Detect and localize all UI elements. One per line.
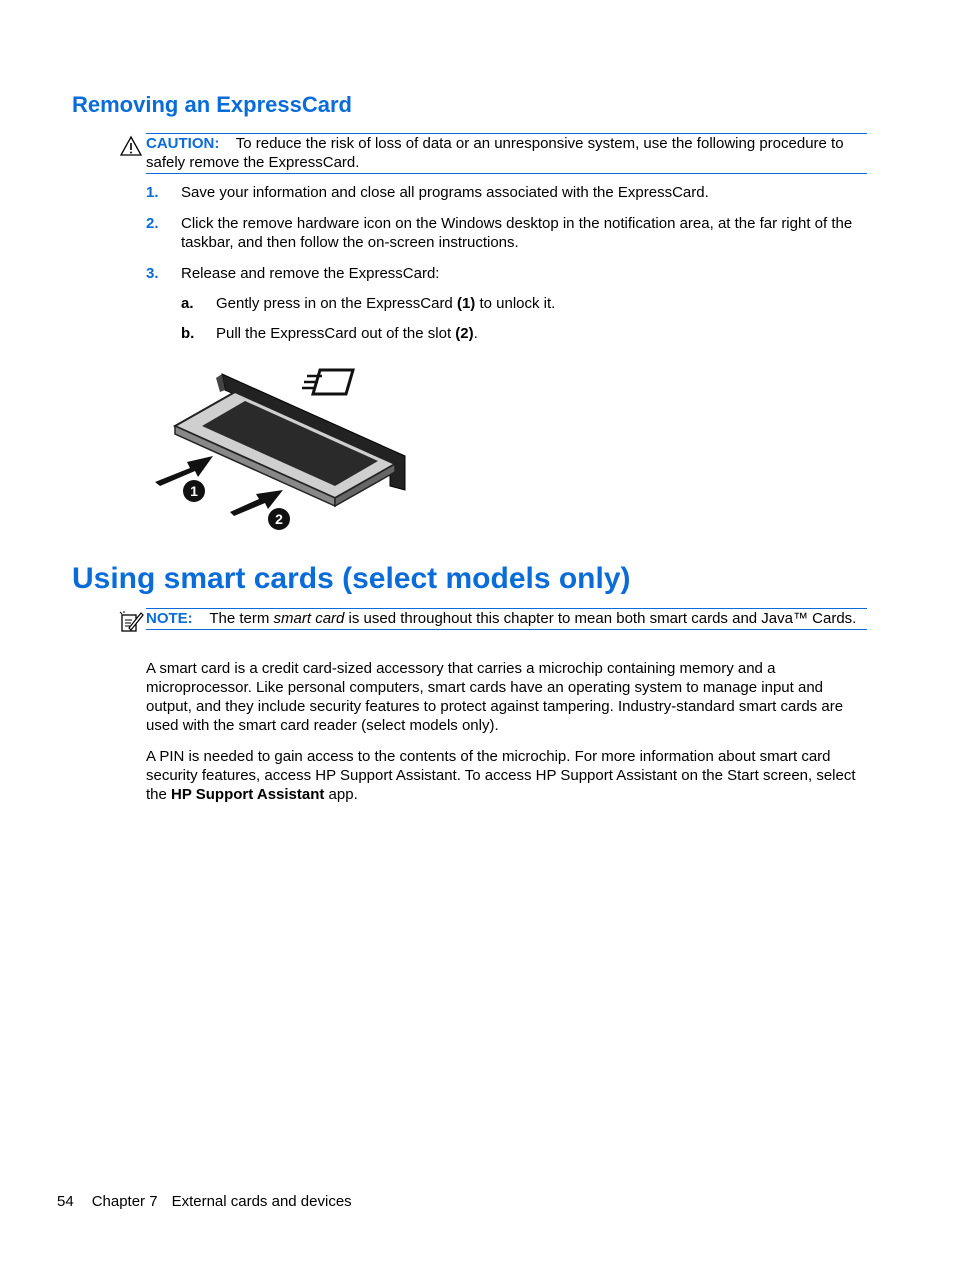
substep-text: Pull the ExpressCard out of the slot: [216, 325, 456, 342]
substep-text-end: to unlock it.: [475, 295, 556, 312]
substep-text-end: .: [473, 325, 478, 342]
footer-title: External cards and devices: [171, 1193, 352, 1210]
expresscard-illustration: [150, 364, 420, 536]
step-text: Release and remove the ExpressCard:: [181, 265, 440, 282]
caution-icon: [119, 135, 143, 157]
section-heading: Removing an ExpressCard: [72, 92, 352, 117]
chapter-section-heading: Using smart cards (select models only): [72, 562, 631, 595]
app-name: HP Support Assistant: [171, 786, 325, 803]
step-number: 3.: [146, 265, 159, 282]
expresscard-symbol: [302, 370, 353, 394]
callout-ref: (1): [456, 295, 476, 312]
substep-text: Gently press in on the ExpressCard: [216, 295, 457, 312]
footer-chapter: Chapter 7: [91, 1193, 158, 1210]
note-icon: [119, 610, 145, 634]
caution-text: To reduce the risk of loss of data or an unresponsive system, use the following procedure to safely remove the ExpressCard.: [146, 135, 844, 171]
note-text: The term: [209, 610, 274, 627]
sub-list-item: [181, 324, 861, 344]
page-footer: [57, 1192, 370, 1211]
caution-label: CAUTION:: [146, 135, 220, 152]
callout-ref: (2): [455, 325, 474, 342]
paragraph-pin-text: A PIN is needed to gain access to the contents of the microchip. For more information about smart card security features, access HP Support Assistant. To access HP Support Assistant on the Start screen, select the: [146, 748, 856, 803]
list-item: [146, 214, 861, 254]
list-item: [146, 264, 861, 284]
note-text-end: is used throughout this chapter to mean both smart cards and Java™ Cards.: [344, 610, 857, 627]
step-text: Click the remove hardware icon on the Windows desktop in the notification area, at the far right of the taskbar, and then follow the on-screen instructions.: [181, 215, 853, 251]
sub-list-item: [181, 294, 861, 314]
step-number: 2.: [146, 215, 159, 232]
callout-2: 2: [275, 511, 283, 527]
callout-1: 1: [190, 483, 198, 499]
paragraph-smart-card: A smart card is a credit card-sized accessory that carries a microchip containing memory and a microprocessor. Like personal computers, smart cards have an operating system to manage input and output, and they include security features to protect against tampering. Industry-standard smart cards are used with the smart card reader (select models only).: [146, 660, 844, 734]
substep-letter: a.: [181, 295, 194, 312]
step-number: 1.: [146, 184, 159, 201]
substep-letter: b.: [181, 325, 195, 342]
step-text: Save your information and close all programs associated with the ExpressCard.: [181, 184, 709, 201]
note-box: [146, 608, 867, 630]
page-number: 54: [57, 1193, 74, 1210]
note-term: smart card: [273, 610, 345, 627]
list-item: [146, 183, 861, 203]
caution-box: [146, 133, 867, 174]
paragraph-pin: [146, 747, 861, 804]
paragraph-pin-end: app.: [324, 786, 358, 803]
note-label: NOTE:: [146, 610, 193, 627]
